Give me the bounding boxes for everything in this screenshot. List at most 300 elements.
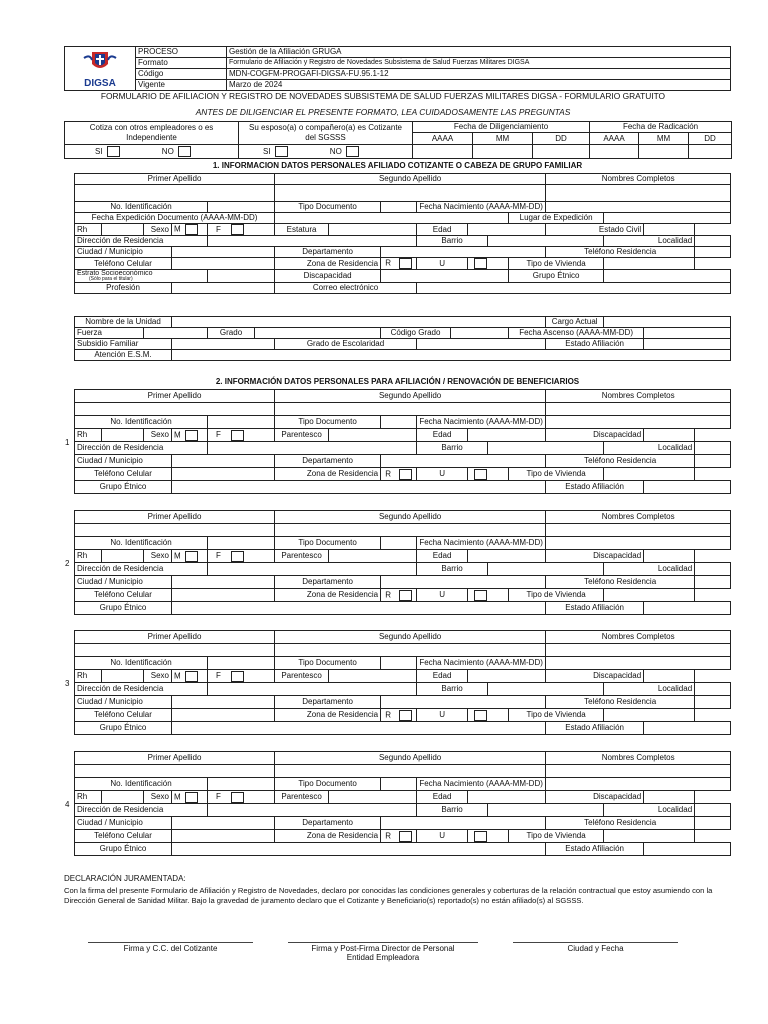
signature-line-ciudad-fecha[interactable] (513, 942, 678, 943)
estado-afiliacion-field[interactable] (644, 339, 731, 350)
estrato-field[interactable] (208, 270, 275, 283)
dd-label: DD (533, 133, 590, 145)
sexo-m-label: M (174, 430, 181, 440)
telefono-residencia-field[interactable] (695, 576, 731, 589)
sexo-m-option (172, 670, 208, 683)
mm-label: MM (639, 133, 689, 145)
discapacidad-label: Discapacidad (546, 670, 644, 683)
direccion-field[interactable] (208, 236, 417, 247)
fecha-ascenso-label: Fecha Ascenso (AAAA-MM-DD) (509, 328, 644, 339)
tipo-documento-label: Tipo Documento (275, 657, 381, 670)
rh-label: Rh (75, 224, 102, 236)
zona-u-option (468, 830, 509, 843)
direccion-label: Dirección de Residencia (75, 236, 208, 247)
sexo-f-option (208, 429, 275, 442)
fuerza-field[interactable] (144, 328, 208, 339)
tipo-documento-label: Tipo Documento (275, 537, 381, 550)
ciudad-label: Ciudad / Municipio (75, 455, 172, 468)
zona-r-option (381, 258, 417, 270)
tipo-vivienda-label: Tipo de Vivienda (509, 258, 604, 270)
sexo-m-checkbox[interactable] (185, 224, 198, 235)
beneficiary-number: 2 (65, 559, 70, 568)
barrio-field[interactable] (488, 236, 604, 247)
telefono-celular-field[interactable] (172, 830, 275, 843)
ciudad-field[interactable] (172, 817, 275, 830)
signature-ciudad-fecha-label: Ciudad y Fecha (567, 944, 624, 953)
barrio-label: Barrio (417, 804, 488, 817)
zona-r-option (381, 589, 417, 602)
grupo-etnico-label: Grupo Étnico (75, 602, 172, 615)
sexo-f-checkbox[interactable] (231, 792, 244, 803)
departamento-field[interactable] (381, 817, 546, 830)
no-identificacion-label: No. Identificación (75, 657, 208, 670)
localidad-field[interactable] (695, 683, 731, 696)
grupo-etnico-field[interactable] (172, 843, 546, 856)
direccion-label: Dirección de Residencia (75, 683, 208, 696)
beneficiary-number: 4 (65, 800, 70, 809)
zona-r-checkbox[interactable] (399, 710, 412, 721)
zona-residencia-label: Zona de Residencia (275, 258, 381, 270)
sexo-f-label: F (216, 551, 221, 561)
fecha-nacimiento-field[interactable] (546, 416, 731, 429)
grupo-etnico-field[interactable] (172, 722, 546, 735)
beneficiary-block-4 (74, 751, 730, 856)
sexo-label: Sexo (144, 791, 172, 804)
edad-field[interactable] (468, 791, 546, 804)
sexo-m-checkbox[interactable] (185, 792, 198, 803)
telefono-residencia-field[interactable] (695, 247, 731, 258)
fecha-expedicion-field[interactable] (275, 213, 509, 224)
direccion-field[interactable] (208, 683, 417, 696)
departamento-label: Departamento (275, 696, 381, 709)
telefono-celular-label: Teléfono Celular (75, 830, 172, 843)
zona-u-checkbox[interactable] (474, 590, 487, 601)
estado-civil-field[interactable] (644, 224, 695, 236)
zona-r-label: R (385, 590, 391, 600)
edad-label: Edad (417, 429, 468, 442)
beneficiary-number: 1 (65, 438, 70, 447)
telefono-celular-field[interactable] (172, 468, 275, 481)
beneficiary-block-1 (74, 389, 730, 494)
no-identificacion-field[interactable] (208, 537, 275, 550)
estrato-label-cell (75, 270, 208, 283)
localidad-label: Localidad (604, 804, 695, 817)
codigo-grado-field[interactable] (451, 328, 509, 339)
segundo-apellido-label: Segundo Apellido (275, 511, 546, 524)
profesion-field[interactable] (172, 283, 275, 294)
header-label: Vigente (136, 80, 227, 91)
fecha-dilig-mm-field[interactable] (473, 145, 533, 159)
profesion-label: Profesión (75, 283, 172, 294)
direccion-field[interactable] (208, 563, 417, 576)
zona-r-option (381, 709, 417, 722)
parentesco-label: Parentesco (275, 550, 329, 563)
discapacidad-field[interactable] (644, 670, 695, 683)
tipo-documento-field[interactable] (381, 778, 417, 791)
segundo-apellido-label: Segundo Apellido (275, 390, 546, 403)
departamento-field[interactable] (381, 455, 546, 468)
header-label: Formato (136, 58, 227, 69)
fecha-rad-dd-field[interactable] (689, 145, 732, 159)
rh-field[interactable] (102, 670, 144, 683)
zona-u-checkbox[interactable] (474, 831, 487, 842)
nombre-unidad-label: Nombre de la Unidad (75, 317, 172, 328)
parentesco-field[interactable] (329, 550, 417, 563)
telefono-residencia-label: Teléfono Residencia (546, 696, 695, 709)
tipo-vivienda-field[interactable] (604, 830, 695, 843)
ciudad-label: Ciudad / Municipio (75, 247, 172, 258)
primer-apellido-label: Primer Apellido (75, 511, 275, 524)
sexo-m-checkbox[interactable] (185, 671, 198, 682)
nombres-field[interactable] (546, 765, 731, 778)
sexo-f-label: F (216, 671, 221, 681)
grado-field[interactable] (255, 328, 381, 339)
tipo-documento-field[interactable] (381, 537, 417, 550)
telefono-celular-field[interactable] (172, 258, 275, 270)
segundo-apellido-field[interactable] (275, 765, 546, 778)
sexo-m-checkbox[interactable] (185, 430, 198, 441)
estado-afiliacion-field[interactable] (644, 843, 731, 856)
grado-escolaridad-field[interactable] (417, 339, 546, 350)
tipo-vivienda-label: Tipo de Vivienda (509, 709, 604, 722)
parentesco-label: Parentesco (275, 670, 329, 683)
fecha-nacimiento-field[interactable] (546, 537, 731, 550)
fecha-rad-mm-field[interactable] (639, 145, 689, 159)
signature-cotizante-label: Firma y C.C. del Cotizante (123, 944, 218, 953)
primer-apellido-field[interactable] (75, 524, 275, 537)
localidad-field[interactable] (695, 236, 731, 247)
departamento-field[interactable] (381, 247, 546, 258)
discapacidad-field[interactable] (644, 429, 695, 442)
fecha-radicacion-label: Fecha de Radicación (590, 122, 732, 133)
sexo-m-checkbox[interactable] (185, 551, 198, 562)
fecha-dilig-dd-field[interactable] (533, 145, 590, 159)
sexo-f-option (208, 224, 275, 236)
rh-field[interactable] (102, 550, 144, 563)
rh-field[interactable] (102, 429, 144, 442)
mm-label: MM (473, 133, 533, 145)
zona-residencia-label: Zona de Residencia (275, 830, 381, 843)
ciudad-field[interactable] (172, 576, 275, 589)
atencion-esm-field[interactable] (172, 350, 731, 361)
discapacidad-label: Discapacidad (546, 550, 644, 563)
lugar-expedicion-field[interactable] (604, 213, 731, 224)
localidad-label: Localidad (604, 236, 695, 247)
estado-afiliacion-field[interactable] (644, 602, 731, 615)
fecha-nacimiento-field[interactable] (546, 778, 731, 791)
sexo-f-option (208, 791, 275, 804)
header-value: MDN-COGFM-PROGAFI-DIGSA-FU.95.1-12 (227, 69, 731, 80)
sexo-f-option (208, 550, 275, 563)
section1-title: 1. INFORMACION DATOS PERSONALES AFILIADO COTIZANTE O CABEZA DE GRUPO FAMILIAR (212, 161, 583, 170)
tipo-documento-field[interactable] (381, 657, 417, 670)
parentesco-field[interactable] (329, 670, 417, 683)
logo-text: DIGSA (84, 77, 116, 89)
estado-afiliacion-field[interactable] (644, 722, 731, 735)
no-identificacion-field[interactable] (208, 778, 275, 791)
fecha-rad-aaaa-field[interactable] (590, 145, 639, 159)
q2-no-label: NO (329, 146, 342, 156)
codigo-grado-label: Código Grado (381, 328, 451, 339)
lugar-expedicion-label: Lugar de Expedición (509, 213, 604, 224)
estrato-note: (Sólo para el titular) (89, 276, 133, 282)
header-value: Formulario de Afiliación y Registro de Novedades Subsistema de Salud Fuerzas Militares DIGSA (227, 58, 731, 69)
ciudad-field[interactable] (172, 455, 275, 468)
no-identificacion-field[interactable] (208, 416, 275, 429)
zona-u-checkbox[interactable] (474, 258, 487, 269)
telefono-residencia-field[interactable] (695, 696, 731, 709)
primer-apellido-field[interactable] (75, 765, 275, 778)
estado-afiliacion-field[interactable] (644, 481, 731, 494)
telefono-residencia-label: Teléfono Residencia (546, 576, 695, 589)
ciudad-label: Ciudad / Municipio (75, 576, 172, 589)
sexo-m-option (172, 429, 208, 442)
beneficiary-number: 3 (65, 679, 70, 688)
nombres-field[interactable] (546, 185, 731, 202)
ciudad-field[interactable] (172, 696, 275, 709)
grupo-etnico-field[interactable] (172, 481, 546, 494)
sexo-m-label: M (174, 792, 181, 802)
sexo-label: Sexo (144, 429, 172, 442)
barrio-field[interactable] (488, 563, 604, 576)
no-identificacion-field[interactable] (208, 657, 275, 670)
telefono-residencia-label: Teléfono Residencia (546, 455, 695, 468)
segundo-apellido-label: Segundo Apellido (275, 174, 546, 185)
edad-field[interactable] (468, 224, 546, 236)
correo-field[interactable] (417, 283, 731, 294)
zona-r-label: R (385, 469, 391, 479)
barrio-label: Barrio (417, 442, 488, 455)
grupo-etnico-field[interactable] (172, 602, 546, 615)
localidad-label: Localidad (604, 563, 695, 576)
sexo-f-checkbox[interactable] (231, 224, 244, 235)
logo (65, 47, 136, 91)
estatura-field[interactable] (329, 224, 417, 236)
tipo-vivienda-label: Tipo de Vivienda (509, 468, 604, 481)
grupo-etnico-label: Grupo Étnico (75, 843, 172, 856)
zona-u-option (468, 709, 509, 722)
section1-form (74, 173, 730, 294)
fecha-nacimiento-label: Fecha Nacimiento (AAAA-MM-DD) (417, 657, 546, 670)
fecha-dilig-aaaa-field[interactable] (413, 145, 473, 159)
tipo-vivienda-field[interactable] (604, 468, 695, 481)
segundo-apellido-field[interactable] (275, 403, 546, 416)
cargo-actual-field[interactable] (604, 317, 731, 328)
primer-apellido-label: Primer Apellido (75, 390, 275, 403)
sexo-f-checkbox[interactable] (231, 430, 244, 441)
signature-line-director[interactable] (288, 942, 478, 943)
zona-r-checkbox[interactable] (399, 258, 412, 269)
tipo-documento-field[interactable] (381, 202, 417, 213)
signature-line-cotizante[interactable] (88, 942, 253, 943)
localidad-field[interactable] (695, 563, 731, 576)
edad-label: Edad (417, 791, 468, 804)
sexo-f-checkbox[interactable] (231, 671, 244, 682)
zona-r-checkbox[interactable] (399, 590, 412, 601)
estado-civil-label: Estado Civil (546, 224, 644, 236)
zona-r-label: R (385, 831, 391, 841)
fecha-ascenso-field[interactable] (644, 328, 731, 339)
q2-no-checkbox[interactable] (346, 146, 359, 157)
telefono-celular-field[interactable] (172, 709, 275, 722)
fecha-nacimiento-label: Fecha Nacimiento (AAAA-MM-DD) (417, 202, 546, 213)
segundo-apellido-field[interactable] (275, 644, 546, 657)
ciudad-label: Ciudad / Municipio (75, 696, 172, 709)
rh-label: Rh (75, 550, 102, 563)
zona-residencia-label: Zona de Residencia (275, 589, 381, 602)
edad-label: Edad (417, 224, 468, 236)
edad-field[interactable] (468, 429, 546, 442)
grupo-etnico-label: Grupo Étnico (509, 270, 604, 283)
rh-field[interactable] (102, 224, 144, 236)
grupo-etnico-label: Grupo Étnico (75, 722, 172, 735)
nombres-field[interactable] (546, 644, 731, 657)
digsa-logo-icon (80, 50, 120, 76)
discapacidad-field[interactable] (644, 550, 695, 563)
edad-field[interactable] (468, 670, 546, 683)
rh-field[interactable] (102, 791, 144, 804)
zona-r-label: R (385, 258, 391, 268)
tipo-vivienda-field[interactable] (604, 258, 695, 270)
zona-u-checkbox[interactable] (474, 469, 487, 480)
estado-afiliacion-label: Estado Afiliación (546, 339, 644, 350)
estado-afiliacion-label: Estado Afiliación (546, 602, 644, 615)
direccion-label: Dirección de Residencia (75, 563, 208, 576)
telefono-residencia-field[interactable] (695, 817, 731, 830)
zona-r-checkbox[interactable] (399, 831, 412, 842)
q1-label: Cotiza con otros empleadores o es Independiente (65, 122, 239, 145)
nombres-label: Nombres Completos (546, 174, 731, 185)
sexo-m-label: M (174, 224, 181, 234)
localidad-field[interactable] (695, 442, 731, 455)
cargo-actual-label: Cargo Actual (546, 317, 604, 328)
grado-label: Grado (208, 328, 255, 339)
q1-no-label: NO (161, 146, 174, 156)
section1-military (74, 316, 730, 361)
direccion-label: Dirección de Residencia (75, 804, 208, 817)
telefono-celular-label: Teléfono Celular (75, 468, 172, 481)
parentesco-field[interactable] (329, 429, 417, 442)
nombres-label: Nombres Completos (546, 752, 731, 765)
estrato-label: Estrato Socioeconómico (77, 270, 153, 277)
telefono-celular-label: Teléfono Celular (75, 709, 172, 722)
tipo-documento-field[interactable] (381, 416, 417, 429)
tipo-vivienda-field[interactable] (604, 589, 695, 602)
estado-afiliacion-label: Estado Afiliación (546, 722, 644, 735)
tipo-documento-label: Tipo Documento (275, 416, 381, 429)
declaration-title: DECLARACIÓN JURAMENTADA: (64, 874, 186, 883)
declaration-text: Con la firma del presente Formulario de Afiliación y Registro de Novedades, declaro por conocidas las condiciones generales y coberturas de la relación contractual que estoy asumiendo con la Dirección General de Sanidad Militar. Bajo la gravedad de juramento declaro que el Cotizante y Beneficiario(s) reportado(s) no están afiliado(s) al SGSSS. (64, 886, 713, 905)
zona-u-label: U (417, 589, 468, 602)
grado-escolaridad-label: Grado de Escolaridad (275, 339, 417, 350)
nombre-unidad-field[interactable] (172, 317, 546, 328)
fecha-nacimiento-label: Fecha Nacimiento (AAAA-MM-DD) (417, 778, 546, 791)
localidad-field[interactable] (695, 804, 731, 817)
top-questions (64, 121, 731, 159)
sexo-m-label: M (174, 551, 181, 561)
grupo-etnico-field[interactable] (604, 270, 731, 283)
edad-field[interactable] (468, 550, 546, 563)
direccion-field[interactable] (208, 804, 417, 817)
nombres-label: Nombres Completos (546, 511, 731, 524)
no-identificacion-label: No. Identificación (75, 537, 208, 550)
sexo-f-label: F (216, 430, 221, 440)
zona-u-label: U (417, 709, 468, 722)
q2-si-checkbox[interactable] (275, 146, 288, 157)
direccion-field[interactable] (208, 442, 417, 455)
nombres-field[interactable] (546, 403, 731, 416)
beneficiary-block-2 (74, 510, 730, 615)
header-value: Gestión de la Afiliación GRUGA (227, 47, 731, 58)
departamento-field[interactable] (381, 696, 546, 709)
fecha-nacimiento-field[interactable] (546, 657, 731, 670)
nombres-field[interactable] (546, 524, 731, 537)
rh-label: Rh (75, 670, 102, 683)
signature-entidad-label: Entidad Empleadora (346, 953, 420, 962)
zona-u-option (468, 468, 509, 481)
zona-u-label: U (417, 830, 468, 843)
primer-apellido-field[interactable] (75, 644, 275, 657)
subsidio-label: Subsidio Familiar (75, 339, 172, 350)
estatura-label: Estatura (275, 224, 329, 236)
discapacidad-field[interactable] (381, 270, 509, 283)
estado-afiliacion-label: Estado Afiliación (546, 481, 644, 494)
subsidio-field[interactable] (172, 339, 275, 350)
barrio-field[interactable] (488, 804, 604, 817)
parentesco-field[interactable] (329, 791, 417, 804)
barrio-label: Barrio (417, 236, 488, 247)
correo-label: Correo electrónico (275, 283, 417, 294)
discapacidad-label: Discapacidad (275, 270, 381, 283)
sexo-m-option (172, 550, 208, 563)
no-identificacion-field[interactable] (208, 202, 275, 213)
zona-u-checkbox[interactable] (474, 710, 487, 721)
primer-apellido-field[interactable] (75, 185, 275, 202)
discapacidad-field[interactable] (644, 791, 695, 804)
segundo-apellido-field[interactable] (275, 524, 546, 537)
telefono-celular-field[interactable] (172, 589, 275, 602)
departamento-label: Departamento (275, 455, 381, 468)
tipo-documento-label: Tipo Documento (275, 778, 381, 791)
barrio-field[interactable] (488, 442, 604, 455)
grupo-etnico-label: Grupo Étnico (75, 481, 172, 494)
zona-r-label: R (385, 710, 391, 720)
signature-director-label: Firma y Post-Firma Director de Personal (311, 944, 455, 953)
tipo-vivienda-label: Tipo de Vivienda (509, 830, 604, 843)
barrio-field[interactable] (488, 683, 604, 696)
segundo-apellido-field[interactable] (275, 185, 546, 202)
ciudad-field[interactable] (172, 247, 275, 258)
tipo-vivienda-field[interactable] (604, 709, 695, 722)
sexo-f-checkbox[interactable] (231, 551, 244, 562)
q1-si-label: SI (95, 146, 103, 156)
fecha-nacimiento-label: Fecha Nacimiento (AAAA-MM-DD) (417, 416, 546, 429)
zona-r-checkbox[interactable] (399, 469, 412, 480)
telefono-residencia-field[interactable] (695, 455, 731, 468)
rh-label: Rh (75, 791, 102, 804)
barrio-label: Barrio (417, 683, 488, 696)
zona-u-option (468, 589, 509, 602)
departamento-field[interactable] (381, 576, 546, 589)
no-identificacion-label: No. Identificación (75, 416, 208, 429)
zona-residencia-label: Zona de Residencia (275, 709, 381, 722)
sexo-m-label: M (174, 671, 181, 681)
q1-no-checkbox[interactable] (178, 146, 191, 157)
primer-apellido-field[interactable] (75, 403, 275, 416)
fecha-nacimiento-field[interactable] (546, 202, 731, 213)
atencion-esm-label: Atención E.S.M. (75, 350, 172, 361)
q1-si-checkbox[interactable] (107, 146, 120, 157)
